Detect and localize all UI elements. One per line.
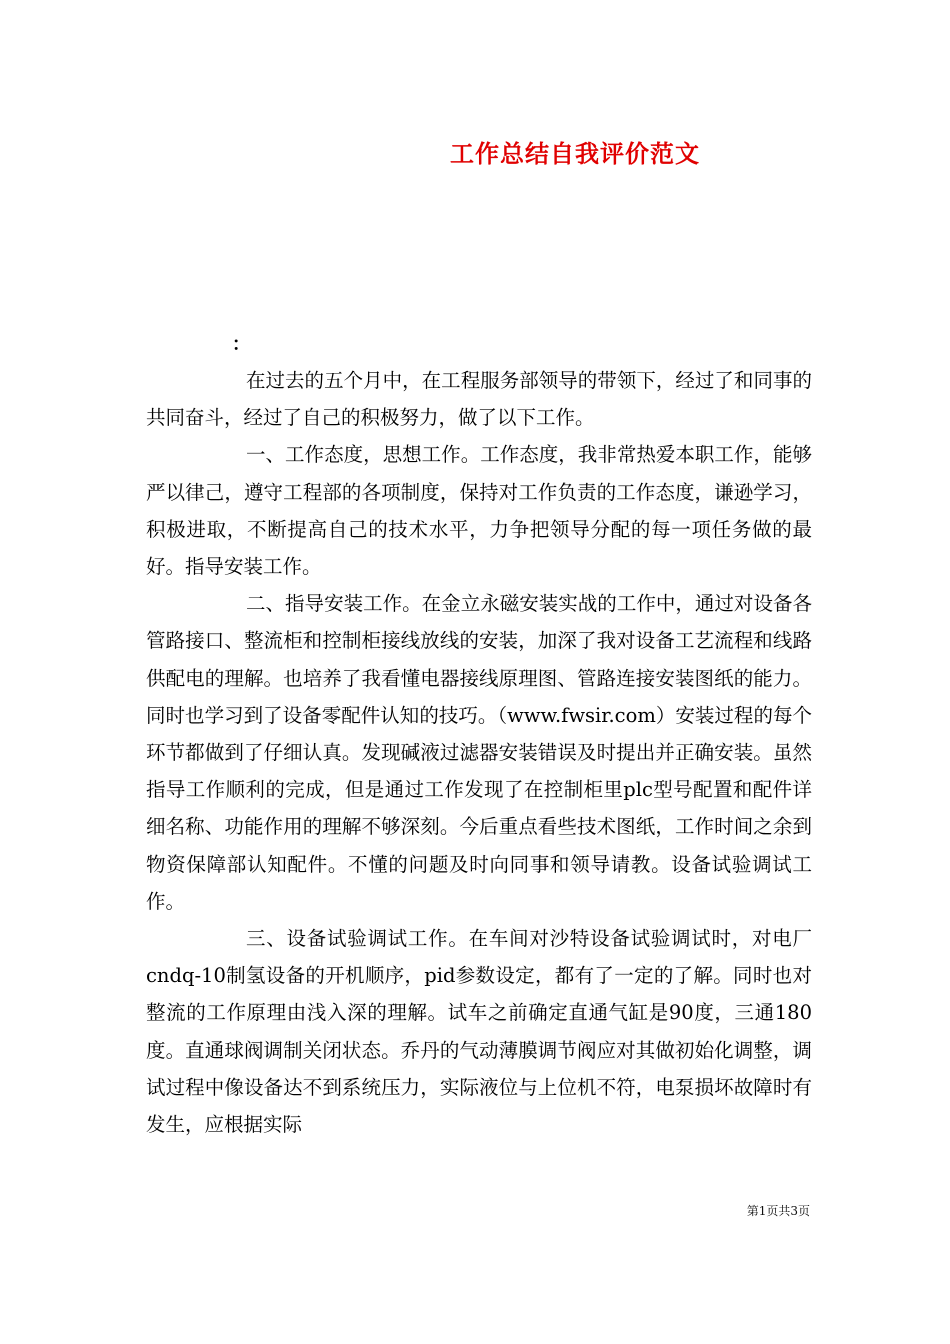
paragraph-installation: 二、指导安装工作。在金立永磁安装实战的工作中，通过对设备各管路接口、整流柜和控制柜接线放线的安装，加深了我对设备工艺流程和线路供配电的理解。也培养了我看懂电器接线原理图、管路连接安装图纸的能力。同时也学习到了设备零配件认知的技巧。（www.fwsir.com）安装过程的每个环节都做到了仔细认真。发现碱液过滤器安装错误及时提出并正确安装。虽然指导工作顺利的完成，但是通过工作发现了在控制柜里plc型号配置和配件详细名称、功能作用的理解不够深刻。今后重点看些技术图纸，工作时间之余到物资保障部认知配件。不懂的问题及时向同事和领导请教。设备试验调试工作。 [146, 592, 812, 913]
paragraph-intro: 在过去的五个月中，在工程服务部领导的带领下，经过了和同事的共同奋斗，经过了自己的积极努力，做了以下工作。 [146, 369, 812, 430]
document-body [146, 362, 812, 1143]
document-title: 工作总结自我评价范文 [450, 139, 700, 168]
paragraph-testing: 三、设备试验调试工作。在车间对沙特设备试验调试时，对电厂cndq-10制氢设备的开机顺序，pid参数设定，都有了一定的了解。同时也对整流的工作原理由浅入深的理解。试车之前确定直通气缸是90度，三通180度。直通球阀调制关闭状态。乔丹的气动薄膜调节阀应对其做初始化调整，调试过程中像设备达不到系统压力，实际液位与上位机不符，电泵损坏故障时有发生，应根据实际 [146, 927, 812, 1137]
page-number: 第1页共3页 [746, 1204, 810, 1218]
paragraph-work-attitude: 一、工作态度，思想工作。工作态度，我非常热爱本职工作，能够严以律己，遵守工程部的各项制度，保持对工作负责的工作态度，谦逊学习，积极进取，不断提高自己的技术水平，力争把领导分配的每一项任务做的最好。指导安装工作。 [146, 443, 812, 579]
colon-mark: ： [232, 334, 250, 355]
